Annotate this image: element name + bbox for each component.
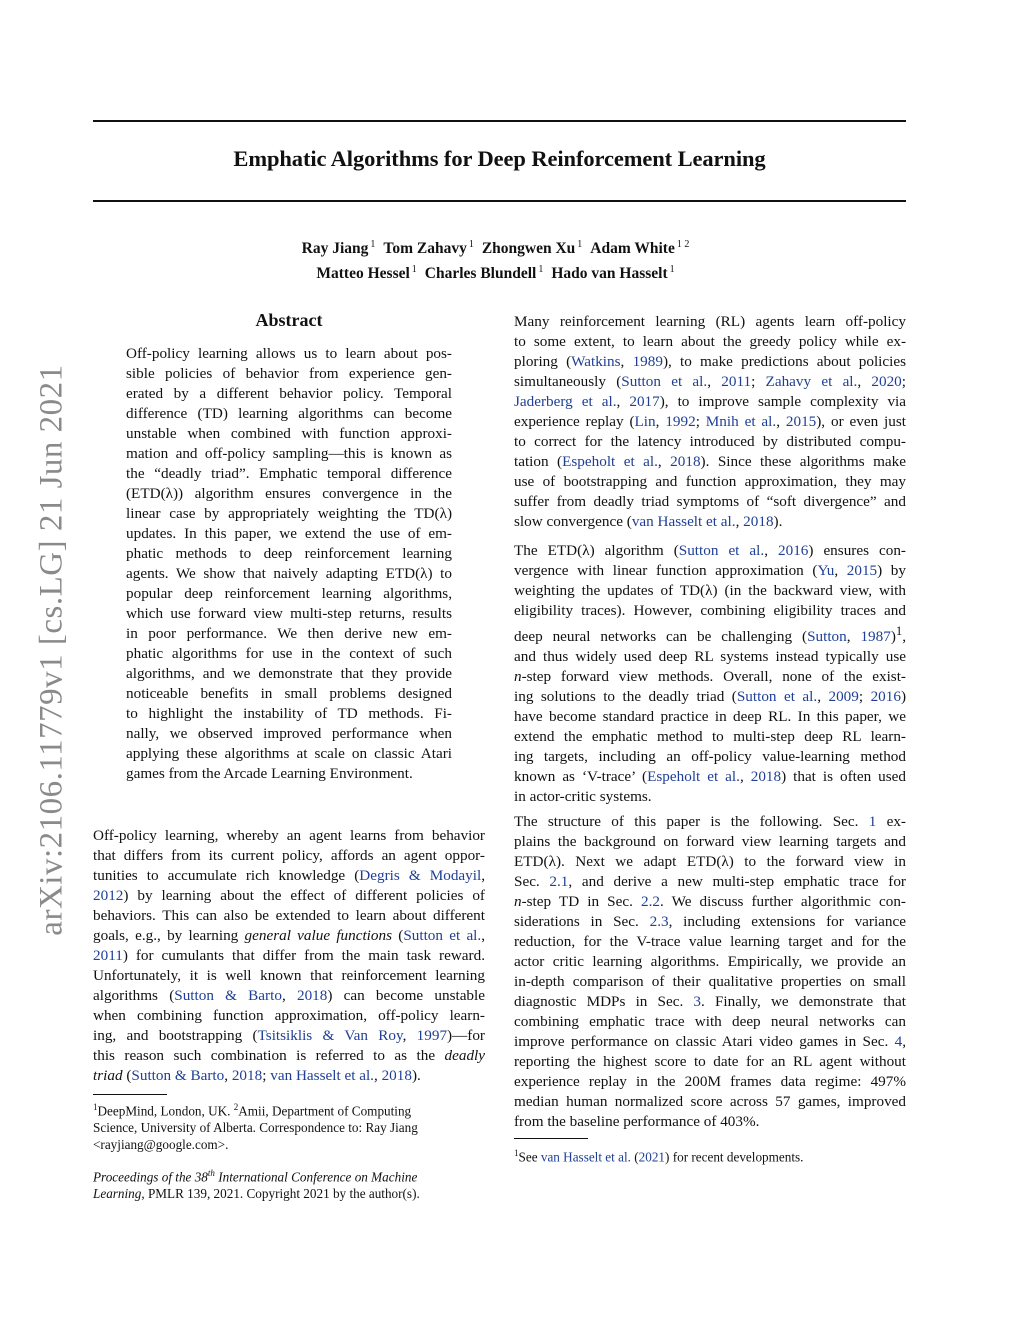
citation-link[interactable]: 2018 bbox=[743, 513, 774, 530]
text-run: , bbox=[776, 413, 786, 430]
citation-link[interactable]: Sutton et al. bbox=[403, 927, 482, 944]
text-run: simultaneously ( bbox=[514, 373, 622, 390]
text-run: , bbox=[707, 373, 722, 390]
text-run: , bbox=[616, 393, 630, 410]
text-run: , bbox=[817, 688, 829, 706]
text-run: experience replay ( bbox=[514, 413, 635, 430]
text-line bbox=[514, 1032, 906, 1052]
text-run: ), to make predictions about policies bbox=[662, 353, 906, 370]
citation-link[interactable]: 2020 bbox=[871, 373, 902, 390]
text-run: ( bbox=[630, 1149, 639, 1165]
text-line bbox=[514, 952, 906, 972]
citation-link[interactable]: Jaderberg et al. bbox=[514, 393, 617, 410]
text-run: tunities to accumulate rich knowledge ( bbox=[93, 867, 360, 884]
text-line bbox=[514, 581, 906, 601]
text-run: ; bbox=[751, 373, 766, 390]
text-line bbox=[93, 1165, 485, 1185]
text-line: difference (TD) learning algorithms can become bbox=[126, 405, 452, 422]
text-run: actor critic learning algorithms. Empirically, we provide an bbox=[514, 953, 906, 970]
text-line bbox=[93, 1136, 485, 1153]
text-line bbox=[514, 492, 906, 512]
text-line bbox=[514, 667, 906, 687]
text-run: that differs from its current policy, affords an agent oppor- bbox=[93, 847, 485, 864]
text-run: ; bbox=[901, 373, 906, 390]
text-run: ing, and bootstrapping ( bbox=[93, 1027, 258, 1044]
superscript: 1 bbox=[895, 624, 903, 638]
text-run: plains the background on forward view learning targets and bbox=[514, 833, 906, 850]
text-line bbox=[514, 1092, 906, 1112]
text-line bbox=[93, 846, 485, 866]
text-run: goals, e.g., by learning bbox=[93, 927, 245, 944]
text-line bbox=[93, 1119, 485, 1136]
citation-link[interactable]: 2.1 bbox=[549, 873, 569, 890]
text-run: ) ensures con- bbox=[808, 542, 906, 559]
text-line bbox=[514, 892, 906, 912]
text-run: median human normalized score across 57 games, improved bbox=[514, 1093, 906, 1110]
text-line: (ETD(λ)) algorithm ensures convergence in the bbox=[126, 485, 452, 502]
text-run: ( bbox=[122, 1067, 132, 1084]
citation-link[interactable]: 2018 bbox=[296, 987, 328, 1004]
text-line: Off-policy learning allows us to learn about pos- bbox=[126, 345, 452, 362]
text-run: extend the emphatic method to multi-step deep RL learn- bbox=[514, 728, 906, 746]
citation-link[interactable]: Sutton & Barto bbox=[174, 987, 282, 1004]
text-run: algorithms ( bbox=[93, 987, 175, 1004]
citation-link[interactable]: 4 bbox=[894, 1033, 903, 1050]
text-line bbox=[514, 747, 906, 767]
text-run: slow convergence ( bbox=[514, 513, 632, 530]
text-line bbox=[514, 812, 906, 832]
citation-link[interactable]: Sutton et al. bbox=[621, 373, 708, 390]
text-line bbox=[514, 372, 906, 392]
text-run: , bbox=[739, 768, 751, 786]
text-run: , bbox=[481, 927, 485, 944]
text-line: noticeable benefits in small problems designed bbox=[126, 685, 452, 702]
citation-link[interactable]: 1 bbox=[868, 813, 877, 830]
citation-link[interactable]: 3 bbox=[693, 993, 702, 1010]
citation-link[interactable]: 1987 bbox=[860, 628, 891, 646]
text-line bbox=[514, 452, 906, 472]
text-run: in-depth comparison of their qualitative properties on small bbox=[514, 973, 906, 990]
text-run: Sec. bbox=[514, 873, 550, 890]
author-name: Hado van Hasselt bbox=[551, 265, 668, 283]
author-affiliation: 1 bbox=[370, 239, 376, 250]
citation-link[interactable]: 2012 bbox=[93, 887, 124, 904]
citation-link[interactable]: Degris & Modayil bbox=[359, 867, 482, 884]
citation-link[interactable]: 2016 bbox=[870, 688, 901, 706]
text-run: ) by learning about the effect of different policies of bbox=[123, 887, 485, 904]
text-line bbox=[514, 512, 906, 532]
text-run: Unfortunately, it is well known that reinforcement learning bbox=[93, 967, 485, 984]
author-affiliation: 1 bbox=[669, 264, 675, 276]
superscript: th bbox=[207, 1168, 215, 1178]
citation-link[interactable]: van Hasselt et al. bbox=[540, 1149, 631, 1165]
text-run: reduction, for the V-trace value learning target and for the bbox=[514, 933, 906, 950]
text-run: , bbox=[281, 987, 297, 1004]
text-run: )—for bbox=[447, 1027, 485, 1044]
text-line bbox=[514, 472, 906, 492]
text-run: ) can become unstable bbox=[327, 987, 485, 1004]
text-line: erated by a different behavior policy. Temporal bbox=[126, 385, 452, 402]
superscript: 1 bbox=[514, 1148, 519, 1158]
text-line bbox=[93, 1099, 485, 1119]
text-line bbox=[514, 832, 906, 852]
text-run: ing targets, including an off-policy value-learning method bbox=[514, 748, 906, 766]
text-run: ) bbox=[890, 628, 896, 646]
text-run: , bbox=[735, 513, 744, 530]
text-run: n bbox=[514, 668, 522, 686]
paper-title: Emphatic Algorithms for Deep Reinforcement Learning bbox=[233, 146, 766, 171]
text-line bbox=[514, 912, 906, 932]
text-line bbox=[93, 986, 485, 1006]
author-name: Ray Jiang bbox=[301, 240, 369, 258]
text-line bbox=[93, 946, 485, 966]
text-run: ) bbox=[900, 688, 906, 706]
citation-link[interactable]: 2018 bbox=[750, 768, 782, 786]
text-line: agents. We show that naively adapting ETD(λ) to bbox=[126, 565, 452, 582]
citation-link[interactable]: Zahavy et al. bbox=[765, 373, 858, 390]
text-run: improve performance on classic Atari video games in Sec. bbox=[514, 1033, 895, 1050]
text-run: , bbox=[857, 373, 872, 390]
text-line bbox=[514, 1145, 906, 1165]
text-line bbox=[514, 1112, 906, 1132]
text-line: to highlight the instability of TD methods. Fi- bbox=[126, 705, 452, 722]
text-line bbox=[514, 992, 906, 1012]
text-run: ), or even just bbox=[816, 413, 907, 430]
citation-link[interactable]: Sutton & Barto bbox=[131, 1067, 225, 1084]
text-run: , including extensions for variance bbox=[668, 913, 906, 930]
citation-link[interactable]: Sutton et al. bbox=[736, 688, 818, 706]
intro-paragraph-right-2 bbox=[514, 541, 906, 807]
text-line bbox=[514, 872, 906, 892]
text-line bbox=[514, 852, 906, 872]
footnote-rule-left bbox=[93, 1094, 167, 1095]
text-line bbox=[514, 727, 906, 747]
text-line: sible policies of behavior from experience gen- bbox=[126, 365, 452, 382]
text-line bbox=[514, 707, 906, 727]
text-run: triad bbox=[93, 1067, 123, 1084]
title-rule-bottom bbox=[93, 200, 906, 202]
text-line bbox=[514, 412, 906, 432]
text-run: , bbox=[373, 1067, 382, 1084]
text-line bbox=[93, 886, 485, 906]
text-run: Off-policy learning, whereby an agent learns from behavior bbox=[93, 827, 485, 844]
text-run: Many reinforcement learning (RL) agents learn off-policy bbox=[514, 313, 906, 330]
abstract-body bbox=[126, 344, 452, 784]
text-run: See bbox=[518, 1149, 541, 1165]
citation-link[interactable]: 2011 bbox=[93, 947, 123, 964]
author-name: Adam White bbox=[590, 240, 675, 258]
text-run: DeepMind, London, UK. bbox=[97, 1103, 234, 1119]
text-line bbox=[93, 906, 485, 926]
citation-link[interactable]: Sutton bbox=[807, 628, 847, 646]
text-run: . Finally, we demonstrate that bbox=[701, 993, 906, 1010]
text-run: ) for cumulants that differ from the main task reward. bbox=[122, 947, 485, 964]
text-line bbox=[514, 392, 906, 412]
text-run: ). Since these algorithms make bbox=[700, 453, 907, 470]
title-rule-top bbox=[93, 120, 906, 122]
text-line bbox=[93, 1006, 485, 1026]
text-run: Proceedings of the 38 bbox=[93, 1169, 208, 1185]
text-line bbox=[514, 312, 906, 332]
text-run: , bbox=[657, 453, 671, 470]
text-line bbox=[514, 1012, 906, 1032]
text-run: ( bbox=[392, 927, 404, 944]
text-run: ). bbox=[411, 1067, 421, 1084]
text-run: to correct for the latency introduced by distributed compu- bbox=[514, 433, 906, 450]
text-run: diagnostic MDPs in Sec. bbox=[514, 993, 694, 1010]
text-run: eligibility traces). However, combining eligibility traces and bbox=[514, 602, 906, 619]
author-affiliation: 1 bbox=[411, 264, 417, 276]
text-run: , bbox=[902, 628, 906, 646]
author-line-2 bbox=[93, 259, 906, 284]
text-line: nally, we observed improved performance when bbox=[126, 725, 452, 742]
text-line: which use forward view multi-step returns, results bbox=[126, 605, 452, 622]
text-line: popular deep reinforcement learning algorithms, bbox=[126, 585, 452, 602]
text-run: use of bootstrapping and function approximation, they may bbox=[514, 473, 906, 490]
author-affiliation: 1 bbox=[468, 239, 474, 250]
citation-link[interactable]: Sutton et al. bbox=[678, 542, 765, 559]
footnote-1 bbox=[514, 1145, 906, 1165]
author-name: Zhongwen Xu bbox=[481, 240, 576, 258]
text-run: , bbox=[481, 867, 485, 884]
text-line bbox=[93, 966, 485, 986]
text-run: Learning bbox=[93, 1186, 142, 1202]
text-line bbox=[514, 561, 906, 581]
citation-link[interactable]: Yu bbox=[817, 562, 835, 579]
text-run: tation ( bbox=[514, 453, 563, 470]
text-line: games from the Arcade Learning Environment. bbox=[126, 765, 413, 782]
text-line bbox=[514, 332, 906, 352]
text-run: in actor-critic systems. bbox=[514, 788, 652, 806]
text-line bbox=[514, 767, 906, 787]
text-run: The structure of this paper is the following. Sec. bbox=[514, 813, 869, 830]
text-run: general value functions bbox=[244, 927, 392, 944]
text-run: ; bbox=[858, 688, 871, 706]
text-line bbox=[514, 972, 906, 992]
arxiv-stamp: arXiv:2106.11779v1 [cs.LG] 21 Jun 2021 bbox=[33, 364, 70, 936]
text-run: , bbox=[834, 562, 847, 579]
text-line bbox=[93, 1026, 485, 1046]
citation-link[interactable]: 2.2 bbox=[640, 893, 660, 910]
author-name: Tom Zahavy bbox=[383, 240, 467, 258]
text-line bbox=[514, 541, 906, 561]
text-run: , and derive a new multi-step emphatic trace for bbox=[568, 873, 906, 890]
text-line: mation and off-policy sampling—this is known as bbox=[126, 445, 452, 462]
text-run: ) by bbox=[877, 562, 906, 579]
text-run: , bbox=[846, 628, 861, 646]
text-run: siderations in Sec. bbox=[514, 913, 650, 930]
text-run: . We discuss further algorithmic con- bbox=[659, 893, 906, 910]
author-affiliation: 1 bbox=[577, 239, 583, 250]
text-line bbox=[514, 1072, 906, 1092]
text-run: deadly bbox=[444, 1047, 485, 1064]
text-line bbox=[514, 787, 906, 807]
intro-paragraph-left bbox=[93, 826, 485, 1086]
text-run: known as ‘V-trace’ ( bbox=[514, 768, 648, 786]
text-run: , bbox=[402, 1027, 417, 1044]
text-line: phatic methods to deep reinforcement learning bbox=[126, 545, 452, 562]
text-run: suffer from deadly triad symptoms of “soft divergence” and bbox=[514, 493, 906, 510]
citation-link[interactable]: 2015 bbox=[785, 413, 817, 430]
citation-link[interactable]: 2018 bbox=[231, 1067, 263, 1084]
citation-link[interactable]: 2.3 bbox=[649, 913, 669, 930]
text-run: , PMLR 139, 2021. Copyright 2021 by the author(s). bbox=[141, 1186, 420, 1202]
citation-link[interactable]: 2011 bbox=[721, 373, 752, 390]
footnote-rule-right bbox=[514, 1138, 588, 1139]
text-line bbox=[514, 932, 906, 952]
text-run: vergence with linear function approximation ( bbox=[514, 562, 818, 579]
intro-paragraph-right-1 bbox=[514, 312, 906, 532]
citation-link[interactable]: Tsitsiklis & Van Roy bbox=[257, 1027, 403, 1044]
text-run: deep neural networks can be challenging ( bbox=[514, 628, 808, 646]
text-run: this reason such combination is referred to as the bbox=[93, 1047, 445, 1064]
citation-link[interactable]: 2009 bbox=[828, 688, 859, 706]
text-line bbox=[514, 432, 906, 452]
citation-link[interactable]: 2021 bbox=[638, 1149, 666, 1165]
text-line bbox=[514, 621, 906, 647]
text-line bbox=[93, 826, 485, 846]
text-run: behaviors. This can also be extended to learn about different bbox=[93, 907, 485, 924]
text-line bbox=[93, 866, 485, 886]
text-run: ) for recent developments. bbox=[665, 1149, 804, 1165]
abstract-heading: Abstract bbox=[255, 310, 323, 330]
text-line bbox=[514, 687, 906, 707]
text-line bbox=[514, 1052, 906, 1072]
citation-link[interactable]: 2017 bbox=[629, 393, 660, 410]
citation-link[interactable]: van Hasselt et al. bbox=[631, 513, 736, 530]
superscript: 1 bbox=[93, 1102, 98, 1112]
text-run: International Conference on Machine bbox=[214, 1169, 418, 1185]
citation-link[interactable]: 2018 bbox=[670, 453, 701, 470]
citation-link[interactable]: Mnih et al. bbox=[705, 413, 777, 430]
author-name: Charles Blundell bbox=[424, 265, 537, 283]
affiliation-footnote bbox=[93, 1099, 485, 1153]
citation-link[interactable]: 1992 bbox=[665, 413, 696, 430]
text-run: experience replay in the 200M frames data regime: 497% bbox=[514, 1073, 906, 1090]
superscript: 2 bbox=[233, 1102, 239, 1112]
text-line bbox=[93, 1066, 485, 1086]
intro-paragraph-right-3 bbox=[514, 812, 906, 1132]
text-line: phatic algorithms for use in the context of such bbox=[126, 645, 452, 662]
proceedings-note bbox=[93, 1165, 485, 1202]
text-line: linear case by appropriately weighting the TD(λ) bbox=[126, 505, 452, 522]
text-line: algorithms, and we demonstrate that they provide bbox=[126, 665, 452, 682]
citation-link[interactable]: 2016 bbox=[778, 542, 809, 559]
author-affiliation: 1 2 bbox=[676, 239, 690, 250]
citation-link[interactable]: Espeholt et al. bbox=[647, 768, 740, 786]
text-run: ex- bbox=[876, 813, 906, 830]
text-line bbox=[93, 1046, 485, 1066]
text-run: combining emphatic trace with deep neural networks can bbox=[514, 1013, 906, 1030]
text-run: to some extent, to learn about the greedy policy while ex- bbox=[514, 333, 906, 350]
citation-link[interactable]: Espeholt et al. bbox=[562, 453, 658, 470]
text-line: updates. In this paper, we extend the use of em- bbox=[126, 525, 452, 542]
text-run: weighting the updates of TD(λ) (in the backward view, with bbox=[514, 582, 906, 599]
text-run: -step forward view methods. Overall, none of the exist- bbox=[521, 668, 906, 686]
author-affiliation: 1 bbox=[538, 264, 544, 276]
text-run: , bbox=[764, 542, 778, 559]
text-run: ; bbox=[695, 413, 706, 430]
text-run: <rayjiang@google.com>. bbox=[93, 1137, 229, 1153]
text-run: , bbox=[655, 413, 666, 430]
text-run: reporting the highest score to date for an RL agent without bbox=[514, 1053, 906, 1070]
text-line: the “deadly triad”. Emphatic temporal difference bbox=[126, 465, 452, 482]
text-run: Amii, Department of Computing bbox=[238, 1103, 412, 1119]
text-run: , bbox=[902, 1033, 906, 1050]
text-run: ), to improve sample complexity via bbox=[659, 393, 906, 410]
text-run: ing solutions to the deadly triad ( bbox=[514, 688, 737, 706]
text-run: when combining function approximation, off-policy learn- bbox=[93, 1007, 485, 1024]
text-run: Science, University of Alberta. Correspondence to: Ray Jiang bbox=[93, 1120, 418, 1136]
text-run: ploring ( bbox=[514, 353, 572, 370]
citation-link[interactable]: 2015 bbox=[846, 562, 878, 579]
text-line bbox=[514, 647, 906, 667]
text-line: in poor performance. We then derive new em- bbox=[126, 625, 452, 642]
text-line bbox=[93, 1185, 485, 1202]
text-run: and thus widely used deep RL systems instead typically use bbox=[514, 648, 906, 666]
text-run: The ETD(λ) algorithm ( bbox=[514, 542, 679, 559]
citation-link[interactable]: 1989 bbox=[632, 353, 663, 370]
text-line bbox=[514, 601, 906, 621]
text-run: ) that is often used bbox=[781, 768, 907, 786]
text-run: from the baseline performance of 403%. bbox=[514, 1113, 760, 1130]
citation-link[interactable]: Lin bbox=[634, 413, 656, 430]
text-run: have become standard practice in deep RL. In this paper, we bbox=[514, 708, 906, 726]
text-run: -step TD in Sec. bbox=[521, 893, 641, 910]
text-run: ; bbox=[262, 1067, 271, 1084]
text-line: applying these algorithms at scale on classic Atari bbox=[126, 745, 452, 762]
text-run: ETD(λ). Next we adapt ETD(λ) to the forward view in bbox=[514, 853, 906, 870]
text-line bbox=[514, 352, 906, 372]
citation-link[interactable]: 1997 bbox=[416, 1027, 448, 1044]
text-run: , bbox=[224, 1067, 232, 1084]
text-line bbox=[93, 926, 485, 946]
author-name: Matteo Hessel bbox=[316, 265, 410, 283]
citation-link[interactable]: van Hasselt et al. bbox=[270, 1067, 374, 1084]
text-run: n bbox=[514, 893, 522, 910]
text-line: unstable when combined with function approxi- bbox=[126, 425, 452, 442]
citation-link[interactable]: Watkins bbox=[571, 353, 621, 370]
citation-link[interactable]: 2018 bbox=[381, 1067, 412, 1084]
text-run: , bbox=[620, 353, 633, 370]
text-run: ). bbox=[773, 513, 783, 530]
author-list bbox=[93, 234, 906, 284]
author-line-1 bbox=[93, 234, 906, 259]
